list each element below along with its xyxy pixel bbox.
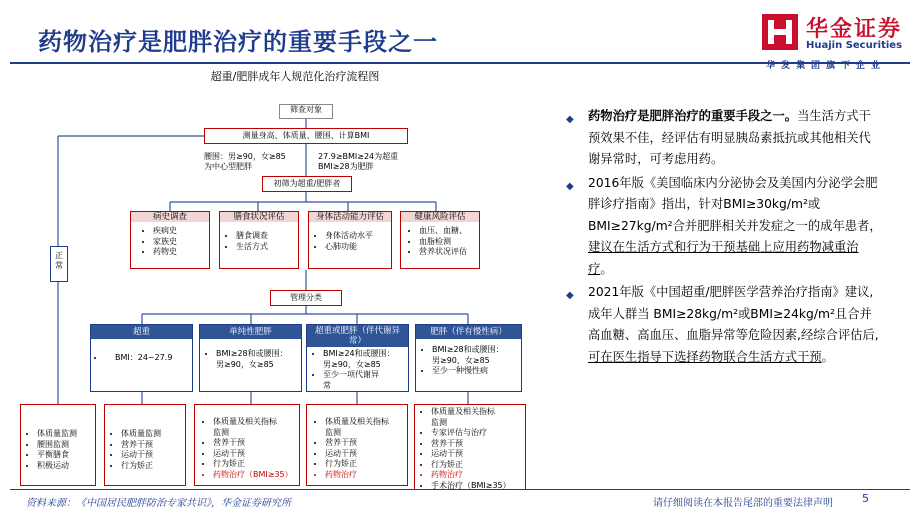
assess-item: • 血脂检测	[419, 237, 479, 248]
assess-item: • 心肺功能	[325, 242, 391, 253]
treatment-item: • 运动干预	[431, 449, 525, 460]
treatment-item: • 运动干预	[121, 450, 185, 461]
diamond-bullet-icon: ◆	[566, 290, 574, 301]
criteria-line: 27.9≥BMI≥24为超重	[318, 152, 399, 161]
category-metabolic	[306, 324, 409, 392]
central-obesity-criteria	[204, 152, 286, 172]
treatment-item: • 营养干预	[325, 438, 407, 449]
point-text: 当生活方式干预效果不佳，经评估有明显胰岛素抵抗或其他相关代谢异常时，可考虑用药。	[588, 109, 871, 166]
screening-box: 筛查对象	[279, 104, 333, 119]
category-item: 男≥90，女≥85	[323, 359, 381, 369]
criteria-line: 腰围：男≥90，女≥85	[204, 152, 286, 161]
category-item: • BMI≥24和或腰围：	[323, 349, 408, 360]
treatment-item: • 体质量监测	[37, 429, 95, 440]
key-points	[566, 106, 882, 370]
treatment-item: • 行为矫正	[325, 459, 407, 470]
treatment-item: • 行为矫正	[121, 461, 185, 472]
point-text: 2021年版《中国超重/肥胖医学营养治疗指南》建议,成年人群当 BMI≥28kg/m²或BMI≥24kg/m²且合并高血糖、高血压、血脂异常等危险因素,经综合评估后,	[588, 285, 879, 342]
treatment-item: • 运动干预	[325, 449, 407, 460]
treatment-item: • 专家评估与治疗	[431, 428, 525, 439]
category-item: 男≥90，女≥85	[432, 355, 490, 365]
treatment-item: • 体质量监测	[121, 429, 185, 440]
assess-item: • 膳食调查	[236, 231, 298, 242]
page-number: 5	[862, 492, 869, 505]
treatment-item: • 体质量及相关指标	[325, 417, 407, 428]
treatment-item: • 营养干预	[213, 438, 299, 449]
category-title: 单纯性肥胖	[200, 325, 301, 339]
treatment-item-drug: • 药物治疗	[431, 470, 525, 481]
diamond-bullet-icon: ◆	[566, 114, 574, 125]
assess-history	[130, 211, 210, 269]
category-chronic	[415, 324, 522, 392]
assess-activity	[308, 211, 392, 269]
footer-divider	[10, 489, 910, 490]
assess-item: • 疾病史	[153, 226, 209, 237]
point-text: 。	[821, 349, 834, 364]
category-item: • BMI≥28和或腰围：	[216, 349, 301, 360]
point-text: 2016年版《美国临床内分泌协会及美国内分泌学会肥胖诊疗指南》指出，针对BMI≥30kg/m²或BMI≥27kg/m²合并肥胖相关并发症之一的成年患者，	[588, 175, 882, 233]
category-title: 超重	[91, 325, 192, 339]
treatment-item-drug: • 药物治疗（BMI≥35）	[213, 470, 299, 481]
assess-item: • 身体活动水平	[325, 231, 391, 242]
assess-diet	[219, 211, 299, 269]
treatment-item: • 营养干预	[431, 439, 525, 450]
treatment-item-drug: • 药物治疗	[325, 470, 407, 481]
treatment-item: • 运动干预	[213, 449, 299, 460]
treatment-metabolic	[306, 404, 408, 486]
criteria-line: 为中心型肥胖	[204, 162, 252, 171]
treatment-normal	[20, 404, 96, 486]
legal-disclaimer: 请仔细阅读在本报告尾部的重要法律声明	[653, 498, 833, 509]
point-text: 。	[600, 261, 613, 276]
category-title: 肥胖（伴有慢性病）	[416, 325, 521, 339]
treatment-item: 监测	[213, 427, 229, 437]
category-title: 超重或肥胖（伴代谢异常）	[307, 325, 408, 347]
normal-char: 常	[55, 261, 63, 270]
bullet-point	[566, 106, 882, 171]
initial-screen-box: 初筛为超重/肥胖者	[262, 176, 352, 192]
treatment-overweight	[104, 404, 186, 486]
diamond-bullet-icon: ◆	[566, 180, 574, 192]
category-item: • 至少一种慢性病	[432, 366, 521, 377]
assess-item: • 家族史	[153, 237, 209, 248]
assess-title: 病史调查	[131, 212, 209, 222]
logo-chinese: 华金证券	[806, 17, 903, 42]
treatment-item: • 体质量及相关指标	[431, 407, 525, 418]
treatment-item: • 积极运动	[37, 461, 95, 472]
treatment-item: 监测	[431, 417, 447, 427]
normal-char: 正	[55, 251, 63, 260]
point-underlined-text: 建议在生活方式和行为干预基础上应用药物减重治疗	[588, 240, 859, 276]
point-bold-text: 药物治疗是肥胖治疗的重要手段之一。	[588, 109, 798, 123]
treatment-item: • 平衡膳食	[37, 450, 95, 461]
treatment-item: 监测	[325, 427, 341, 437]
assess-item: • 血压、血糖、	[419, 226, 479, 237]
category-item: 男≥90，女≥85	[216, 359, 274, 369]
measure-box: 测量身高、体质量、腰围、计算BMI	[204, 128, 408, 144]
category-item: • 至少一项代谢异	[323, 370, 408, 381]
bmi-criteria	[318, 152, 398, 172]
logo-slogan: 华发集团旗下企业	[766, 61, 887, 71]
category-item: • BMI：24~27.9	[105, 353, 192, 364]
source-note: 资料来源：《中国居民肥胖防治专家共识》，华金证券研究所	[26, 498, 291, 509]
treatment-simple-obesity	[194, 404, 300, 486]
flowchart-title: 超重/肥胖成年人规范化治疗流程图	[210, 70, 380, 83]
treatment-item: • 体质量及相关指标	[213, 417, 299, 428]
assess-risk	[400, 211, 480, 269]
criteria-line: BMI≥28为肥胖	[318, 162, 374, 171]
treatment-item: • 手术治疗（BMI≥35）	[431, 481, 525, 492]
treatment-item: • 行为矫正	[213, 459, 299, 470]
assess-title: 健康风险评估	[401, 212, 479, 222]
assess-item: • 营养状况评估	[419, 247, 479, 258]
management-box: 管理分类	[270, 290, 342, 306]
normal-box	[50, 246, 68, 282]
treatment-item: • 腰围监测	[37, 440, 95, 451]
assess-title: 膳食状况评估	[220, 212, 298, 222]
treatment-item: • 营养干预	[121, 440, 185, 451]
category-overweight	[90, 324, 193, 392]
treatment-chronic	[414, 404, 526, 490]
category-item: • BMI≥28和或腰围：	[432, 345, 521, 356]
assess-item: • 生活方式	[236, 242, 298, 253]
treatment-item: • 行为矫正	[431, 460, 525, 471]
logo-english: Huajin Securities	[806, 40, 903, 51]
page-title: 药物治疗是肥胖治疗的重要手段之一	[38, 28, 438, 56]
bullet-point	[566, 173, 882, 281]
category-item: 常	[323, 380, 331, 390]
assess-title: 身体活动能力评估	[309, 212, 391, 222]
bullet-point	[566, 282, 882, 368]
assess-item: • 药物史	[153, 247, 209, 258]
point-underlined-text: 可在医生指导下选择药物联合生活方式干预	[588, 349, 822, 364]
category-simple-obesity	[199, 324, 302, 392]
